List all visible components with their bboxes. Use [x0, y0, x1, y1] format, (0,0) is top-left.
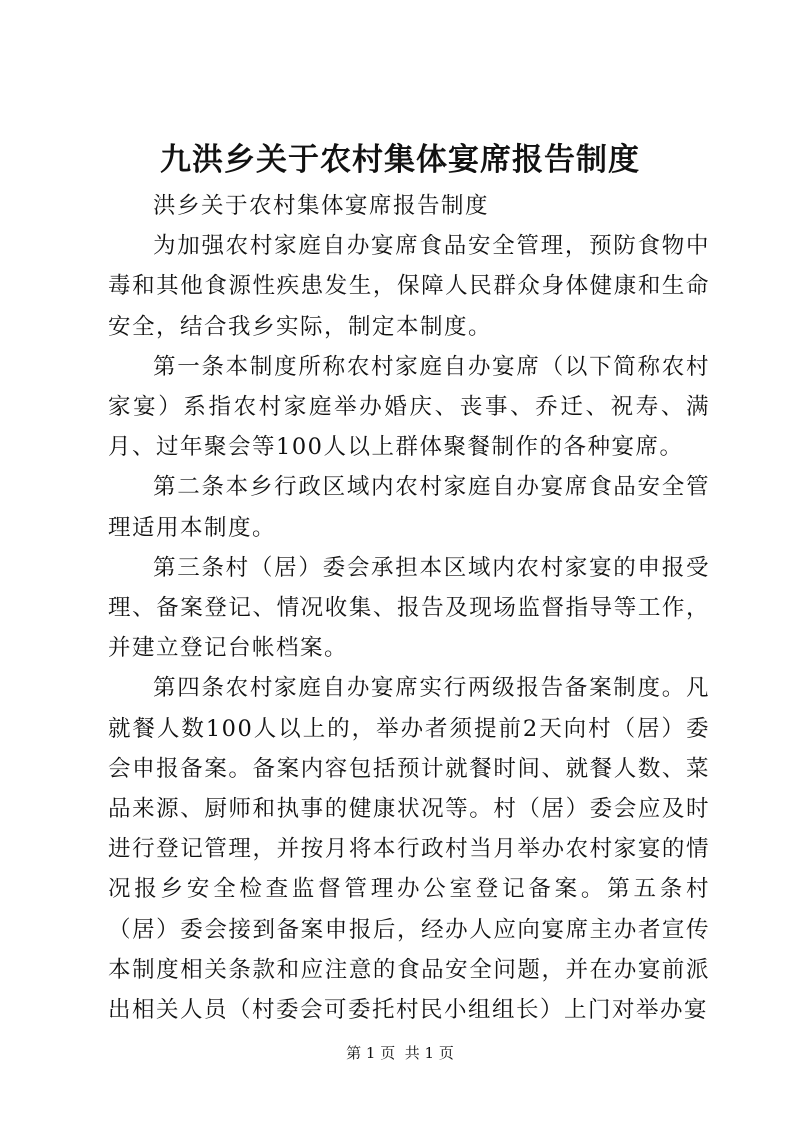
paragraph-article-1: 第一条本制度所称农村家庭自办宴席（以下简称农村家宴）系指农村家庭举办婚庆、丧事、乔迁、祝寿、满月、过年聚会等100人以上群体聚餐制作的各种宴席。: [108, 353, 710, 461]
paragraph-subtitle: 洪乡关于农村集体宴席报告制度: [153, 193, 490, 219]
document-body: [108, 186, 710, 1030]
paragraph-article-2: 第二条本乡行政区域内农村家庭自办宴席食品安全管理适用本制度。: [108, 474, 710, 541]
page-number: 第 1 页 共 1 页: [346, 1044, 454, 1062]
paragraph-article-3: 第三条村（居）委会承担本区域内农村家宴的申报受理、备案登记、情况收集、报告及现场监督指导等工作，并建立登记台帐档案。: [108, 554, 710, 662]
document-title: 九洪乡关于农村集体宴席报告制度: [160, 142, 640, 178]
page-footer: [0, 1043, 800, 1063]
paragraph-article-4: 第四条农村家庭自办宴席实行两级报告备案制度。凡就餐人数100人以上的，举办者须提前2天向村（居）委会申报备案。备案内容包括预计就餐时间、就餐人数、菜品来源、厨师和执事的健康状况等。村（居）委会应及时进行登记管理，并按月将本行政村当月举办农村家宴的情况报乡安全检查监督管理办公室登记备案。第五条村（居）委会接到备案申报后，经办人应向宴席主办者宣传本制度相关条款和应注意的食品安全问题，并在办宴前派出相关人员（村委会可委托村民小组组长）上门对举办宴: [108, 675, 710, 1024]
paragraph-intro: 为加强农村家庭自办宴席食品安全管理，预防食物中毒和其他食源性疾患发生，保障人民群众身体健康和生命安全，结合我乡实际，制定本制度。: [108, 233, 710, 340]
